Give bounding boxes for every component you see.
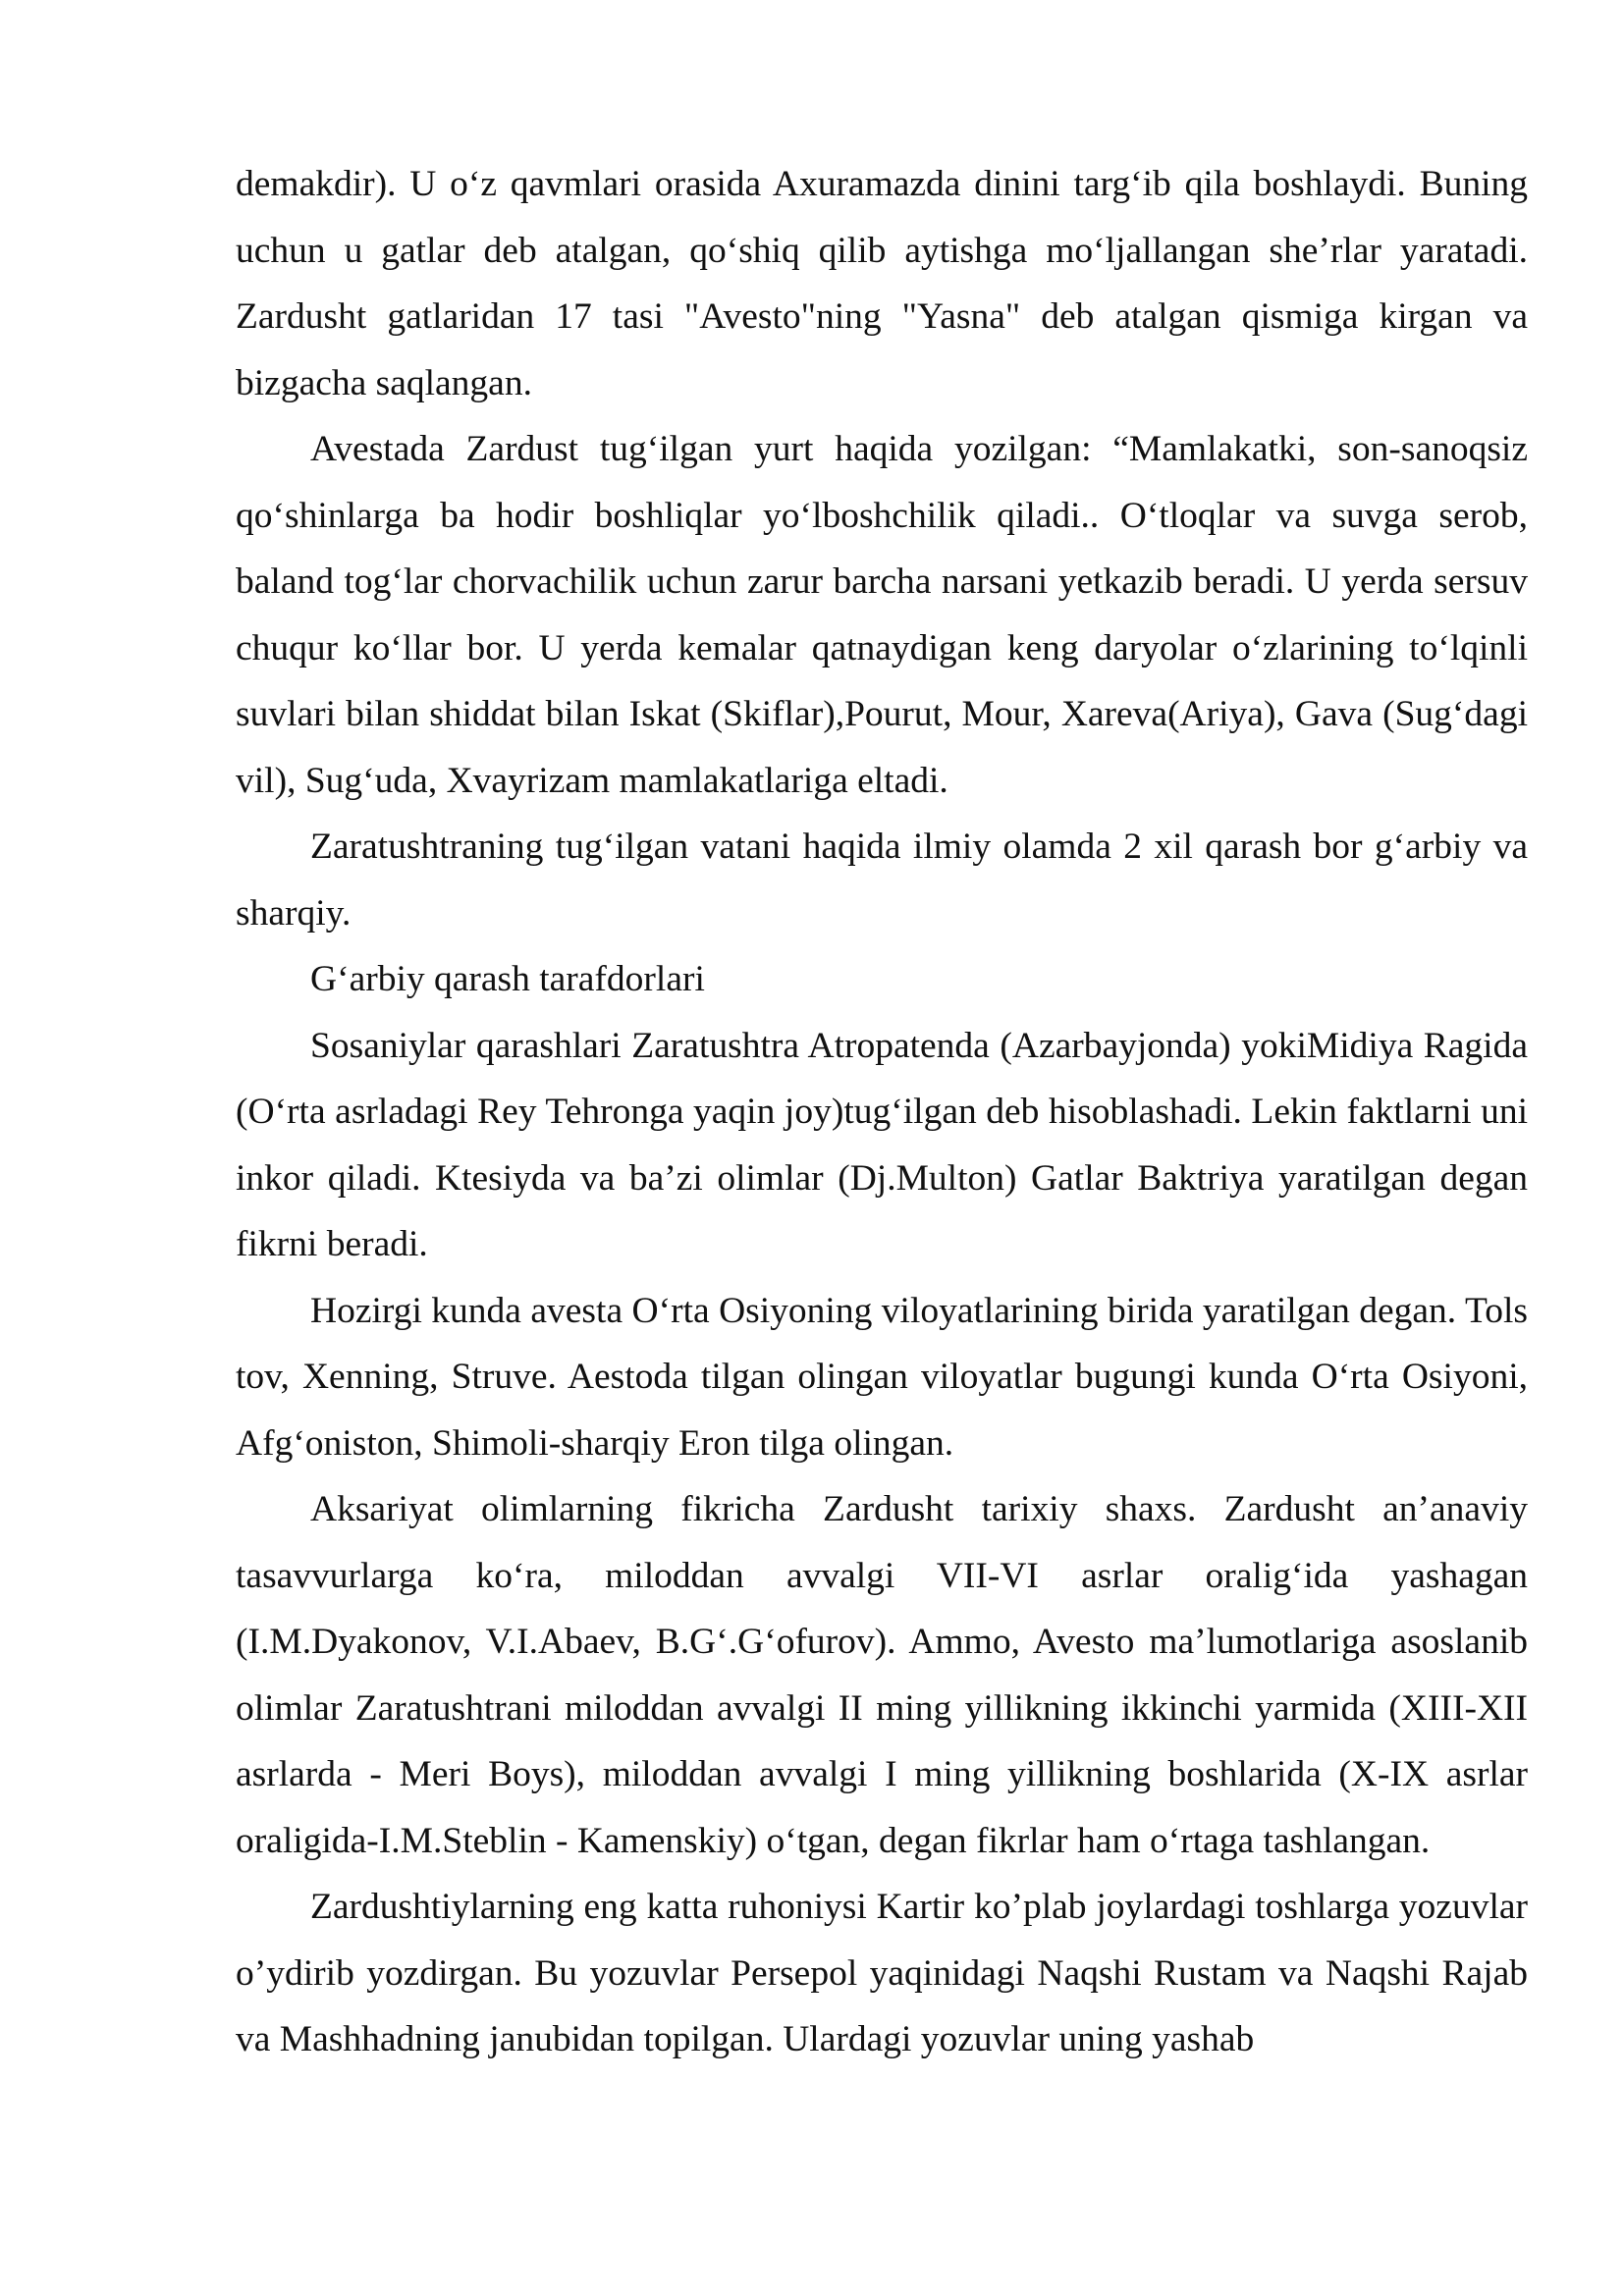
paragraph-7: Zardushtiylarning eng katta ruhoniysi Kartir ko’plab joylardagi toshlarga yozuvlar o’ydirib yozdirgan. Bu yozuvlar Persepol yaqinidagi Naqshi Rustam va Naqshi Rajab va Mashhadning janubidan topilgan. Ulardagi yozuvlar uning yashab [236,1887,1528,2059]
document-page [236,151,1528,2073]
paragraph-2: Avestada Zardust tug‘ilgan yurt haqida yozilgan: “Mamlakatki, son-sanoqsiz qo‘shinlarga ba hodir boshliqlar yo‘lboshchilik qiladi.. O‘tloqlar va suvga serob, baland tog‘lar chorvachilik uchun zarur barcha narsani yetkazib beradi. U yerda sersuv chuqur ko‘llar bor. U yerda kemalar qatnaydigan keng daryolar o‘zlarining to‘lqinli suvlari bilan shiddat bilan Iskat (Skiflar),Pourut, Mour, Xareva(Ariya), Gava (Sug‘dagi vil), Sug‘uda, Xvayrizam mamlakatlariga eltadi. [236,429,1528,801]
section-heading: G‘arbiy qarash tarafdorlari [310,959,705,999]
paragraph-3: Zaratushtraning tug‘ilgan vatani haqida ilmiy olamda 2 xil qarash bor g‘arbiy va sharqiy. [236,827,1528,934]
paragraph-5: Hozirgi kunda avesta O‘rta Osiyoning viloyatlarining birida yaratilgan degan. Tols tov, Xenning, Struve. Aestoda tilgan olingan viloyatlar bugungi kunda O‘rta Osiyoni, Afg‘oniston, Shimoli-sharqiy Eron tilga olingan. [236,1290,1528,1464]
paragraph-4: Sosaniylar qarashlari Zaratushtra Atropatenda (Azarbayjonda) yokiMidiya Ragida (O‘rta asrladagi Rey Tehronga yaqin joy)tug‘ilgan deb hisoblashadi. Lekin faktlarni uni inkor qiladi. Ktesiyda va ba’zi olimlar (Dj.Multon) Gatlar Baktriya yaratilgan degan fikrni beradi. [236,1025,1528,1264]
paragraph-1: demakdir). U o‘z qavmlari orasida Axuramazda dinini targ‘ib qila boshlaydi. Buning uchun u gatlar deb atalgan, qo‘shiq qilib aytishga mo‘ljallangan she’rlar yaratadi. Zardusht gatlaridan 17 tasi "Avesto"ning "Yasna" deb atalgan qismiga kirgan va bizgacha saqlangan. [236,164,1528,403]
paragraph-6: Aksariyat olimlarning fikricha Zardusht tarixiy shaxs. Zardusht an’anaviy tasavvurlarga ko‘ra, miloddan avvalgi VII-VI asrlar oralig‘ida yashagan (I.M.Dyakonov, V.I.Abaev, B.G‘.G‘ofurov). Ammo, Avesto ma’lumotlariga asoslanib olimlar Zaratushtrani miloddan avvalgi II ming yillikning ikkinchi yarmida (XIII-XII asrlarda - Meri Boys), miloddan avvalgi I ming yillikning boshlarida (X-IX asrlar oraligida-I.M.Steblin - Kamenskiy) o‘tgan, degan fikrlar ham o‘rtaga tashlangan. [236,1489,1528,1861]
